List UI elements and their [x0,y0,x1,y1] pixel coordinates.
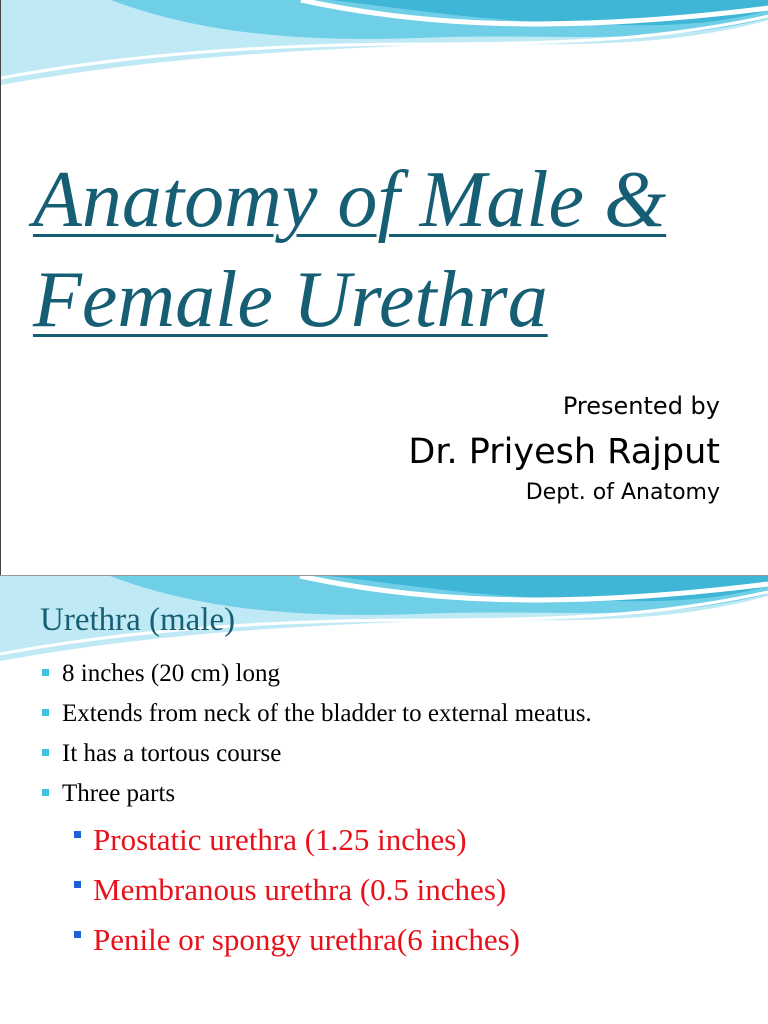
square-bullet-icon [74,931,81,938]
sub-bullet-text: Prostatic urethra (1.25 inches) [93,822,467,857]
list-item [40,738,592,778]
sub-bullet-text: Membranous urethra (0.5 inches) [93,872,507,907]
sub-bullet-list [74,820,520,970]
square-bullet-icon [74,831,81,838]
decorative-wave-header [1,0,768,95]
square-bullet-icon [42,709,49,716]
square-bullet-icon [42,749,49,756]
list-item [74,870,520,920]
bullet-text: 8 inches (20 cm) long [62,660,281,687]
slide-title [33,150,753,350]
square-bullet-icon [42,789,49,796]
sub-bullet-text: Penile or spongy urethra(6 inches) [93,922,520,957]
list-item [40,778,592,818]
title-line-1: Anatomy of Male & [33,156,667,244]
bullet-list [40,658,592,818]
list-item [40,658,592,698]
bullet-text: It has a tortous course [62,740,282,767]
square-bullet-icon [74,881,81,888]
list-item [74,920,520,970]
title-line-2: Female Urethra [33,256,548,344]
presented-by-label: Presented by [562,392,720,420]
slide-heading: Urethra (male) [40,602,236,638]
bullet-text: Extends from neck of the bladder to external meatus. [62,700,592,727]
list-item [40,698,592,738]
content-slide [0,576,768,1024]
list-item [74,820,520,870]
presenter-department: Dept. of Anatomy [525,480,720,505]
bullet-text: Three parts [62,780,176,807]
square-bullet-icon [42,669,49,676]
presenter-name: Dr. Priyesh Rajput [408,432,720,472]
